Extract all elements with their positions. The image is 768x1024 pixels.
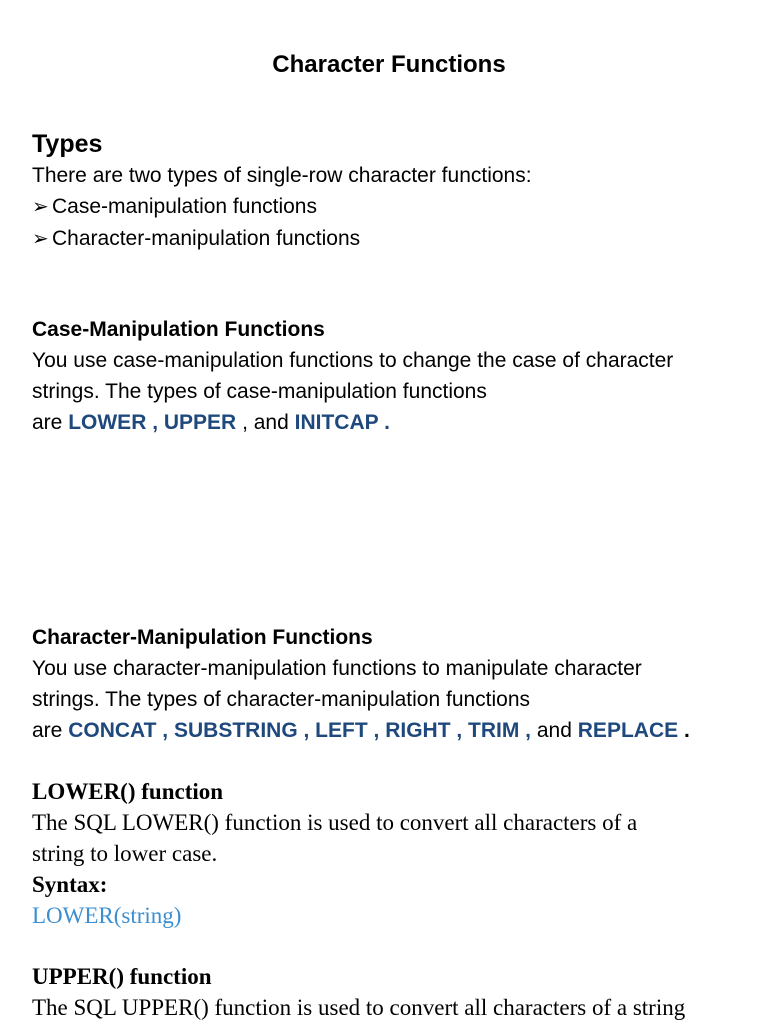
paragraph-line: strings. The types of case-manipulation functions — [32, 380, 487, 403]
case-manipulation-section — [32, 314, 762, 438]
upper-function-section — [32, 961, 762, 1023]
keyword-concat: CONCAT , — [68, 719, 169, 742]
keyword-initcap: INITCAP . — [294, 411, 390, 434]
keyword-substring: SUBSTRING , — [173, 719, 310, 742]
arrow-bullet-icon: ➢ — [32, 196, 49, 218]
text-run: . — [683, 719, 690, 742]
types-section — [32, 128, 762, 255]
text-run: and — [536, 719, 572, 742]
paragraph-line — [32, 407, 762, 438]
syntax-code: LOWER(string) — [32, 903, 182, 928]
text-run: , and — [242, 411, 289, 434]
list-item — [32, 223, 762, 255]
keyword-trim: TRIM , — [468, 719, 532, 742]
character-manipulation-heading: Character-Manipulation Functions — [32, 626, 373, 649]
keyword-replace: REPLACE — [577, 719, 679, 742]
case-manipulation-heading: Case-Manipulation Functions — [32, 318, 325, 341]
arrow-bullet-icon: ➢ — [32, 228, 49, 250]
paragraph-line: The SQL UPPER() function is used to convert all characters of a string — [32, 995, 686, 1020]
paragraph-line: The SQL LOWER() function is used to convert all characters of a — [32, 810, 638, 835]
list-item — [32, 191, 762, 223]
list-item-label: Case-manipulation functions — [52, 195, 317, 218]
page-title: Character Functions — [272, 51, 506, 78]
keyword-right: RIGHT , — [385, 719, 463, 742]
paragraph-line — [32, 715, 762, 746]
lower-function-section — [32, 776, 762, 931]
keyword-upper: UPPER — [163, 411, 237, 434]
syntax-label: Syntax: — [32, 872, 108, 897]
types-heading: Types — [32, 130, 103, 158]
text-run: are — [32, 411, 63, 434]
character-manipulation-section — [32, 622, 762, 746]
paragraph-line: string to lower case. — [32, 841, 218, 866]
lower-function-heading: LOWER() function — [32, 779, 224, 804]
paragraph-line: strings. The types of character-manipulation functions — [32, 688, 531, 711]
upper-function-heading: UPPER() function — [32, 964, 212, 989]
types-intro: There are two types of single-row character functions: — [32, 164, 532, 187]
paragraph-line: You use character-manipulation functions to manipulate character — [32, 657, 642, 680]
keyword-lower: LOWER , — [68, 411, 159, 434]
keyword-left: LEFT , — [315, 719, 380, 742]
list-item-label: Character-manipulation functions — [52, 227, 361, 250]
paragraph-line: You use case-manipulation functions to change the case of character — [32, 349, 674, 372]
text-run: are — [32, 719, 63, 742]
